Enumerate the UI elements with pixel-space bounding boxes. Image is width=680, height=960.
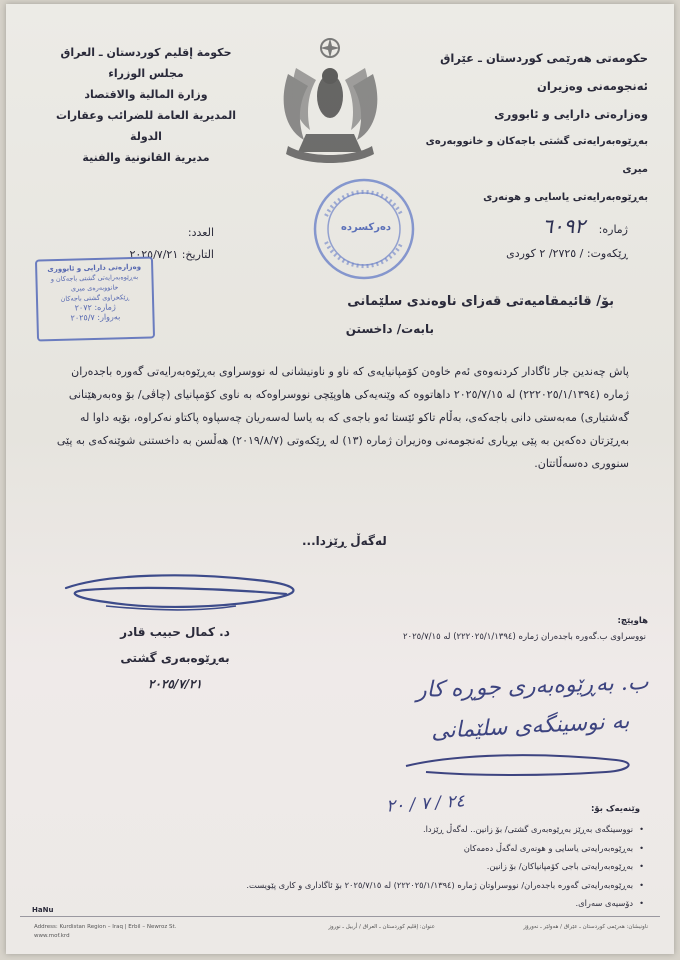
list-item: • بەڕێوەبەرایەتی یاسایی و هونەری لەگەڵ دەمەکان <box>124 839 644 858</box>
footer-address-english: Address: Kurdistan Region – Iraq | Erbil – Newroz St. www.mof.krd <box>34 924 177 939</box>
signer-date: ٢٠٢٥/٧/٢١ <box>148 677 202 691</box>
signature <box>46 570 326 620</box>
stamp-line: ڕێکخراوی گشتی باجەکان <box>60 293 130 303</box>
ref-number-value: ٦٠٩٢ <box>542 214 586 238</box>
header-line: مجلس الوزراء <box>108 67 184 80</box>
ref-date-value: / ٢٧٢٥/ ٢ کوردی <box>506 247 584 260</box>
arabic-header <box>46 42 246 168</box>
reference-block <box>428 214 628 266</box>
signer-name: د. کمال حبیب قادر <box>120 625 230 639</box>
header-line: ئەنجومەنی وەزیران <box>537 79 648 93</box>
attachments-label: هاوپێچ: <box>617 616 648 626</box>
handwritten-note-line: بە نوسینگەی سلێمانی <box>430 708 631 745</box>
ref-number-row <box>428 214 628 242</box>
header-line: بەڕێوەبەرایەتی گشتی باجەکان و خانووبەرەی میری <box>425 136 648 175</box>
header-line: حکومەتی هەرێمی کوردستان ـ عێراق <box>440 51 648 65</box>
handwritten-date: ٢٤ / ٧ / ٢٠ <box>385 791 466 817</box>
header-line: مديرية القانونية والفنية <box>82 151 210 164</box>
signer-title: بەڕێوەبەری گشتی <box>120 651 230 665</box>
list-item: • بەڕێوەبەرایەتی باجی کۆمپانیاکان/ بۆ زانین. <box>124 857 644 876</box>
round-stamp-text: دەرکسردە <box>340 222 392 233</box>
stamp-line: وەزارەتی دارایی و ئابووری <box>47 262 142 274</box>
addressee: بۆ/ قائیمقامیەتی قەزای ناوەندی سلێمانی <box>347 294 614 309</box>
footer-address-kurdish: ناونیشان: هەرێمی کوردستان ـ عێراق / هەولێر ـ نەورۆز <box>523 924 648 930</box>
list-item: • دۆسیەی سەرای. <box>124 894 644 913</box>
letter-body: پاش چەندین جار ئاگادار کردنەوەی ئەم خاوەن کۆمپانیایەی کە ناو و ناونیشانی لە نووسراوی بەڕێوەبەرایەتی گەورە باجدەران ژمارە (٢٢٢٠٢٥/١/١٣٩٤) لە ٢٠٢٥/٧/١٥ داهاتووە کە وێنەیەکی هاوپێچی نووسراوەکە بە ناوی کۆمپانیای (چاڤی/ بۆ وەبەرهێنانی گەشتیاری) مەبەستی دانی باجەکەی، بەڵام تاکو ئێستا ئەو باجەی کە بە یاسا لەسەریان چەسپاوە پاکتاو نەکراوە، بۆیە داوا لە بەڕێزتان دەکەین بە پێی بڕیاری ئەنجومەنی وەزیران ژمارە (١٣) لە ڕێکەوتی (٢٠١٩/٨/٧) هەڵسن بە داخستنی شوێنەکەی بە پێی سنووری دەسەڵاتتان. <box>56 365 629 470</box>
arabic-date-label: التاريخ: ٢٠٢٥/٧/٢١ <box>129 248 214 261</box>
received-stamp <box>35 256 155 341</box>
footer-address-arabic: عنوان: إقليم كوردستان ـ العراق / أربيل ـ نوروز <box>328 924 435 930</box>
copies-list <box>124 820 644 913</box>
page-footer <box>20 916 660 951</box>
subject-line: بابەت/ داخستن <box>345 322 434 336</box>
header-line: وزارة المالية والاقتصاد <box>84 88 208 101</box>
kurdistan-emblem-logo <box>258 34 403 169</box>
ref-date-row <box>428 242 628 266</box>
document-page <box>6 4 674 954</box>
regards-line: لەگەڵ ڕێزدا... <box>302 534 387 548</box>
typist-initials: HaNu <box>32 906 54 914</box>
attachment-item: نووسراوی ب.گەورە باجدەران ژمارە (٢٢٢٠٢٥/١/١٣٩٤) لە ٢٠٢٥/٧/١٥ <box>402 632 646 642</box>
ref-date-label: ڕێکەوت: <box>586 247 628 260</box>
list-item: • نووسینگەی بەڕێز بەڕێوەبەری گشتی/ بۆ زانین.. لەگەڵ ڕێزدا. <box>124 820 644 839</box>
header-line: بەڕێوەبەرایەتی یاسایی و هونەری <box>483 192 648 203</box>
kurdish-header <box>398 44 648 212</box>
signer-block <box>90 619 260 697</box>
handwritten-note-line: ب. بەڕێوەبەری جوڕە کار <box>415 669 649 704</box>
ref-number-label: ژمارە: <box>598 223 628 236</box>
stamp-line: ژمارە: ٢٠٧٢ <box>74 302 116 313</box>
header-line: حكومة إقليم كوردستان ـ العراق <box>60 46 232 59</box>
header-line: وەزارەتی دارایی و ئابووری <box>494 107 648 121</box>
header-line: المديرية العامة للضرائب وعقارات الدولة <box>55 109 237 143</box>
list-item: • بەڕێوەبەرایەتی گەورە باجدەران/ نووسراوتان ژمارە (٢٢٢٠٢٥/١/١٣٩٤) لە ٢٠٢٥/٧/١٥ بۆ ئاگاداری و کاری پێویست. <box>124 876 644 895</box>
stamp-line: بەڕێوەبەرایەتی گشتی باجەکان و خانووبەرەی میری <box>50 272 139 293</box>
handwritten-signature <box>396 746 646 786</box>
copies-label: وێنەیەک بۆ: <box>590 804 640 814</box>
arabic-number-label: العدد: <box>187 226 214 239</box>
stamp-line: بەروار: ٢٠٢٥/٧ <box>70 312 121 323</box>
